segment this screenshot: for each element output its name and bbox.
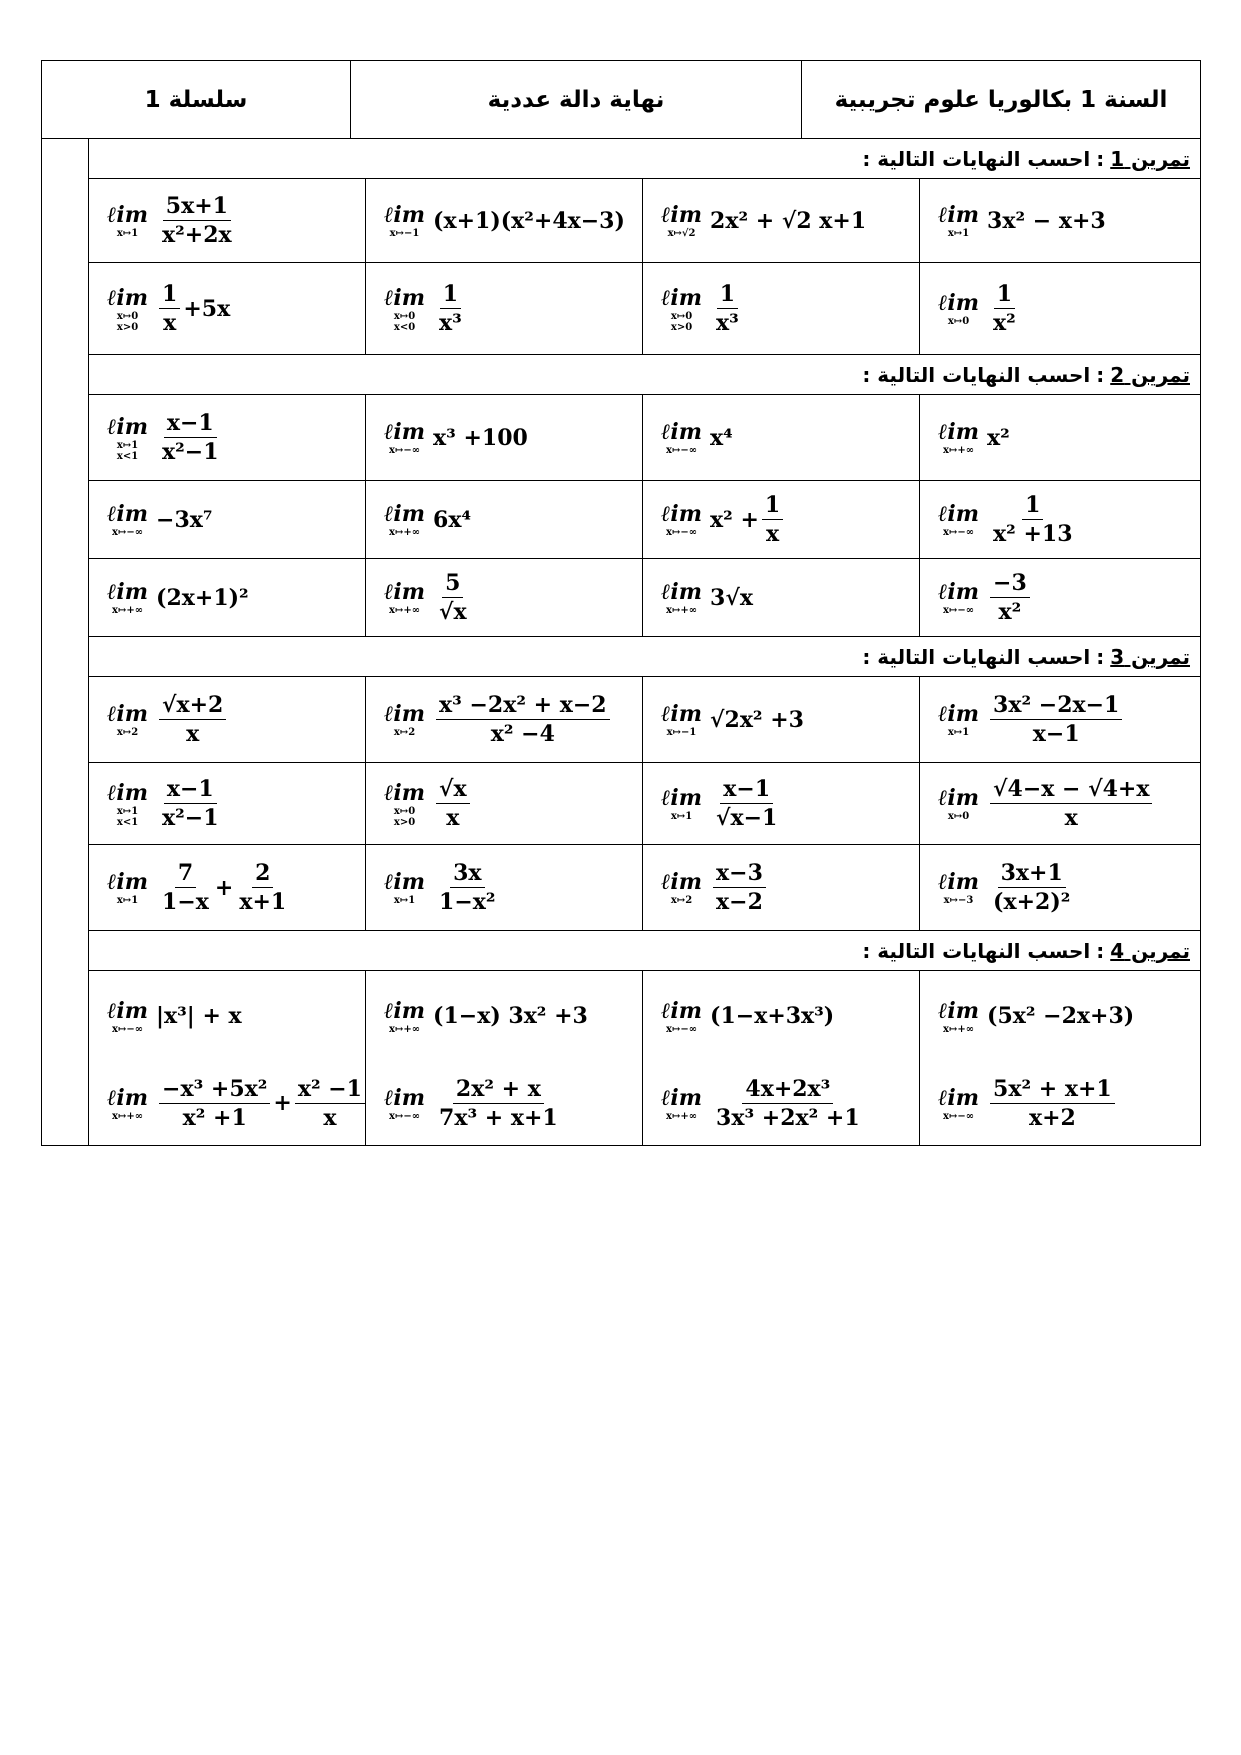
numerator: 3x² −2x−1: [990, 691, 1122, 720]
limit-approach: x↦0: [116, 310, 139, 322]
numerator: √x: [436, 775, 470, 804]
fraction: [762, 491, 783, 548]
denominator: 7x³ + x+1: [439, 1104, 558, 1131]
lim-symbol: ℓim: [661, 785, 703, 811]
denominator: x² +13: [993, 521, 1073, 547]
exercise-instruction: احسب النهايات التالية :: [862, 363, 1091, 387]
limit-approach: x↦0: [947, 811, 970, 822]
limit-cell: [643, 677, 920, 763]
limit-approach: x↦1: [116, 895, 139, 906]
limit-operator: [661, 202, 702, 239]
numerator: 1: [1022, 491, 1043, 520]
numerator: 3x: [450, 859, 484, 888]
limit-approach: x↦2: [116, 727, 139, 738]
denominator: x: [163, 310, 177, 336]
denominator: x: [1064, 805, 1078, 831]
lim-symbol: ℓim: [661, 202, 703, 228]
limit-operator: [384, 1085, 425, 1122]
limit-operator: [384, 419, 425, 456]
denominator: x²: [998, 599, 1022, 625]
limit-operator: [661, 285, 702, 333]
numerator: 5x+1: [163, 192, 231, 221]
numerator: √4−x − √4+x: [990, 775, 1152, 804]
limit-cell: [366, 263, 643, 355]
denominator: x−2: [716, 889, 763, 915]
limit-approach: x↦0: [393, 310, 416, 322]
lim-symbol: ℓim: [384, 284, 426, 311]
numerator: √x+2: [159, 691, 226, 720]
fraction: [990, 280, 1019, 337]
lim-symbol: ℓim: [661, 869, 703, 895]
denominator: √x: [439, 599, 467, 625]
lim-symbol: ℓim: [938, 701, 980, 727]
numerator: x−1: [164, 775, 217, 804]
exercise-instruction: احسب النهايات التالية :: [862, 939, 1091, 963]
numerator: 4x+2x³: [742, 1075, 833, 1104]
expression: x²: [987, 424, 1010, 451]
lim-symbol: ℓim: [661, 1084, 703, 1111]
limit-cell: [920, 481, 1200, 559]
limit-cell: [920, 395, 1200, 481]
limit-approach: x↦−∞: [388, 445, 421, 456]
denominator: x³: [716, 310, 739, 336]
limit-cell: [920, 971, 1200, 1061]
lim-symbol: ℓim: [384, 202, 426, 228]
lim-symbol: ℓim: [384, 1084, 426, 1111]
lim-symbol: ℓim: [384, 579, 426, 605]
exercise-label: تمرين 4: [1110, 939, 1190, 963]
limit-approach: x↦−∞: [665, 445, 698, 456]
limit-cell: [366, 179, 643, 263]
lim-symbol: ℓim: [938, 1084, 980, 1111]
fraction: [436, 280, 465, 337]
lim-symbol: ℓim: [384, 501, 426, 527]
denominator: x−1: [1032, 721, 1080, 747]
denominator: x³: [439, 310, 462, 336]
expression: (1−x) 3x² +3: [433, 1003, 588, 1029]
limit-approach: x↦2: [670, 895, 693, 906]
limit-operator: [107, 998, 148, 1035]
fraction: [436, 1075, 561, 1132]
worksheet: [41, 60, 1201, 1146]
expression: x⁴: [710, 424, 733, 451]
limit-operator: [938, 1085, 979, 1122]
limit-cell: [89, 971, 366, 1061]
limit-cell: [89, 763, 366, 845]
limit-operator: [107, 202, 148, 239]
limit-operator: [384, 998, 425, 1035]
lim-symbol: ℓim: [107, 413, 149, 440]
denominator: x: [766, 521, 780, 547]
numerator: 1: [440, 280, 461, 309]
exercises-body: [41, 139, 1201, 1146]
limit-cell: [89, 1061, 366, 1145]
lim-symbol: ℓim: [107, 869, 149, 895]
limit-operator: [384, 579, 425, 616]
limit-approach: x↦0: [670, 310, 693, 322]
limit-approach: x↦1: [670, 811, 693, 822]
lim-symbol: ℓim: [384, 869, 426, 895]
lim-symbol: ℓim: [661, 701, 703, 727]
fraction: [295, 1075, 365, 1132]
lim-symbol: ℓim: [938, 290, 980, 316]
limit-cell: [89, 677, 366, 763]
limit-cell: [643, 481, 920, 559]
exercise-3-title: تمرين 3:احسب النهايات التالية :: [89, 637, 1200, 677]
limit-cell: [643, 395, 920, 481]
lim-symbol: ℓim: [938, 579, 980, 605]
limit-approach: x↦+∞: [111, 1110, 144, 1122]
numerator: x−1: [164, 409, 217, 438]
fraction: [436, 569, 470, 626]
numerator: −3: [990, 569, 1030, 598]
limit-operator: [107, 869, 148, 906]
exercise-4-grid: [89, 971, 1200, 1145]
denominator: x²: [993, 310, 1016, 336]
numerator: x−3: [713, 859, 766, 888]
limit-cell: [643, 559, 920, 637]
limit-approach: x↦−∞: [111, 1023, 144, 1035]
limit-operator: [384, 869, 425, 906]
limit-cell: [366, 395, 643, 481]
denominator: x²−1: [162, 439, 219, 465]
limit-operator: [661, 419, 702, 456]
limit-approach: x↦+∞: [388, 1023, 421, 1035]
exercise-instruction: احسب النهايات التالية :: [862, 147, 1091, 171]
limit-approach: x↦+∞: [665, 605, 698, 616]
limit-approach: x↦+∞: [388, 605, 421, 616]
numerator: x² −1: [295, 1075, 365, 1104]
numerator: x³ −2x² + x−2: [436, 691, 610, 720]
limit-operator: [938, 998, 979, 1035]
limit-operator: [384, 780, 425, 828]
fraction: [436, 691, 610, 748]
numerator: 1: [994, 280, 1015, 309]
numerator: 1: [762, 491, 783, 520]
operator: +: [214, 874, 234, 901]
limit-approach: x↦−∞: [111, 527, 144, 538]
limit-operator: [938, 785, 979, 822]
margin-column: [42, 139, 89, 1145]
limit-cell: [643, 845, 920, 931]
fraction: [436, 859, 499, 916]
lim-symbol: ℓim: [661, 579, 703, 605]
expression: 2x² + √2 x+1: [710, 207, 867, 234]
limit-cell: [920, 763, 1200, 845]
lim-symbol: ℓim: [384, 779, 426, 806]
limit-approach: x↦0: [393, 805, 416, 817]
limit-approach: x↦+∞: [111, 605, 144, 616]
limit-cell: [366, 971, 643, 1061]
fraction: [159, 691, 226, 748]
limit-approach: x↦−∞: [942, 1110, 975, 1122]
fraction: [159, 409, 222, 466]
limit-approach: x↦+∞: [665, 1110, 698, 1122]
limit-operator: [107, 780, 148, 828]
limit-operator: [661, 701, 702, 738]
fraction: [713, 859, 766, 916]
limit-operator: [661, 501, 702, 538]
denominator: x: [186, 721, 200, 747]
limit-approach: x↦1: [947, 228, 970, 239]
numerator: −x³ +5x²: [159, 1075, 270, 1104]
limit-operator: [938, 419, 979, 456]
expression: 6x⁴: [433, 506, 472, 533]
expression: −3x⁷: [156, 506, 213, 533]
lim-symbol: ℓim: [107, 701, 149, 727]
limit-approach: x↦√2: [667, 228, 696, 239]
limit-cell: [89, 559, 366, 637]
limit-cell: [366, 763, 643, 845]
limit-approach: x↦1: [947, 727, 970, 738]
exercise-label: تمرين 1: [1110, 147, 1190, 171]
limit-condition: x<0: [393, 321, 416, 333]
lim-symbol: ℓim: [661, 997, 703, 1024]
denominator: x² +1: [182, 1104, 247, 1131]
limit-cell: [89, 263, 366, 355]
limit-cell: [920, 559, 1200, 637]
lim-symbol: ℓim: [107, 1084, 149, 1111]
limit-approach: x↦0: [947, 316, 970, 327]
denominator: x: [446, 805, 460, 831]
limit-condition: x>0: [116, 321, 139, 333]
lim-symbol: ℓim: [107, 202, 149, 228]
fraction: [713, 775, 780, 832]
fraction: [713, 280, 742, 337]
limit-operator: [661, 1085, 702, 1122]
exercise-4-title: تمرين 4:احسب النهايات التالية :: [89, 931, 1200, 971]
fraction: [436, 775, 470, 832]
limit-operator: [661, 869, 702, 906]
limit-condition: x<1: [116, 816, 139, 828]
numerator: 5x² + x+1: [990, 1075, 1115, 1104]
limit-cell: [920, 179, 1200, 263]
denominator: 3x³ +2x² +1: [716, 1104, 860, 1131]
limit-operator: [938, 579, 979, 616]
limit-cell: [643, 179, 920, 263]
fraction: [990, 491, 1075, 548]
limit-approach: x↦−∞: [942, 605, 975, 616]
exercise-2-title: تمرين 2:احسب النهايات التالية :: [89, 355, 1200, 395]
limit-approach: x↦−∞: [665, 527, 698, 538]
lim-symbol: ℓim: [384, 997, 426, 1024]
denominator: x+2: [1028, 1104, 1076, 1131]
limit-cell: [920, 845, 1200, 931]
lim-symbol: ℓim: [938, 419, 980, 445]
numerator: 5: [442, 569, 463, 598]
fraction: [236, 859, 289, 916]
limit-cell: [366, 559, 643, 637]
exercise-1-grid: [89, 179, 1200, 355]
limit-approach: x↦−∞: [665, 1023, 698, 1035]
limit-operator: [938, 290, 979, 327]
expression: (1−x+3x³): [710, 1003, 835, 1029]
level-label: السنة 1 بكالوريا علوم تجريبية: [802, 61, 1201, 139]
limit-approach: x↦1: [116, 805, 139, 817]
limit-cell: [366, 677, 643, 763]
limit-operator: [938, 701, 979, 738]
topic-label: نهاية دالة عددية: [351, 61, 802, 139]
limit-approach: x↦1: [116, 439, 139, 451]
numerator: 3x+1: [998, 859, 1066, 888]
lim-symbol: ℓim: [938, 997, 980, 1024]
limit-operator: [661, 998, 702, 1035]
limit-operator: [661, 579, 702, 616]
limit-operator: [107, 285, 148, 333]
expression: (x+1)(x²+4x−3): [433, 207, 625, 234]
limit-cell: [89, 179, 366, 263]
lim-symbol: ℓim: [107, 579, 149, 605]
limit-approach: x↦2: [393, 727, 416, 738]
expression-tail: +5x: [183, 295, 231, 322]
lim-symbol: ℓim: [661, 501, 703, 527]
limit-operator: [384, 285, 425, 333]
lim-symbol: ℓim: [938, 785, 980, 811]
denominator: x² −4: [490, 721, 555, 747]
limit-approach: x↦−1: [666, 727, 697, 738]
lim-symbol: ℓim: [938, 501, 980, 527]
lim-symbol: ℓim: [107, 501, 149, 527]
expression: x³ +100: [433, 424, 528, 451]
limit-operator: [107, 1085, 148, 1122]
denominator: √x−1: [716, 805, 778, 831]
limit-cell: [366, 1061, 643, 1145]
limit-condition: x<1: [116, 450, 139, 462]
exercise-label: تمرين 3: [1110, 645, 1190, 669]
limit-operator: [938, 869, 979, 906]
fraction: [990, 569, 1030, 626]
fraction: [713, 1075, 863, 1132]
limit-approach: x↦−1: [389, 228, 420, 239]
exercise-1-title: تمرين 1:احسب النهايات التالية :: [89, 139, 1200, 179]
numerator: 2: [252, 859, 273, 888]
fraction: [159, 859, 212, 916]
denominator: x²−1: [162, 805, 219, 831]
limit-cell: [366, 481, 643, 559]
limit-cell: [643, 763, 920, 845]
denominator: 1−x: [162, 889, 209, 915]
fraction: [159, 1075, 270, 1132]
lim-symbol: ℓim: [938, 869, 980, 895]
limit-cell: [89, 845, 366, 931]
limit-cell: [643, 263, 920, 355]
denominator: x+1: [239, 889, 287, 915]
expression: |x³| + x: [156, 1003, 242, 1029]
denominator: 1−x²: [439, 889, 496, 915]
limit-approach: x↦1: [116, 228, 139, 239]
numerator: 7: [175, 859, 196, 888]
fraction: [990, 1075, 1115, 1132]
limit-cell: [920, 677, 1200, 763]
numerator: 1: [159, 280, 180, 309]
exercise-3-grid: [89, 677, 1200, 931]
lim-symbol: ℓim: [384, 419, 426, 445]
limit-operator: [107, 414, 148, 462]
exercise-2-grid: [89, 395, 1200, 637]
expression: 3x² − x+3: [987, 207, 1106, 234]
limit-condition: x>0: [670, 321, 693, 333]
limit-cell: [643, 971, 920, 1061]
fraction: [159, 775, 222, 832]
denominator: x: [323, 1104, 337, 1131]
limit-operator: [107, 701, 148, 738]
fraction: [990, 691, 1122, 748]
limit-cell: [366, 845, 643, 931]
expression: (5x² −2x+3): [987, 1003, 1135, 1029]
limit-approach: x↦+∞: [388, 527, 421, 538]
fraction: [159, 280, 180, 337]
expression: √2x² +3: [710, 706, 804, 733]
exercise-instruction: احسب النهايات التالية :: [862, 645, 1091, 669]
limit-operator: [107, 501, 148, 538]
limit-cell: [920, 263, 1200, 355]
numerator: 1: [717, 280, 738, 309]
limit-operator: [384, 202, 425, 239]
limit-approach: x↦−3: [943, 895, 974, 906]
expression: 3√x: [710, 584, 753, 611]
header-table: [41, 60, 1201, 139]
limit-operator: [938, 202, 979, 239]
lim-symbol: ℓim: [384, 701, 426, 727]
operator: +: [273, 1090, 292, 1116]
limit-approach: x↦+∞: [942, 445, 975, 456]
expression: (2x+1)²: [156, 584, 249, 611]
limit-condition: x>0: [393, 816, 416, 828]
limit-cell: [89, 395, 366, 481]
numerator: x−1: [720, 775, 773, 804]
limit-cell: [920, 1061, 1200, 1145]
lim-symbol: ℓim: [107, 997, 149, 1024]
limit-operator: [384, 501, 425, 538]
numerator: 2x² + x: [453, 1075, 544, 1104]
limit-approach: x↦+∞: [942, 1023, 975, 1035]
denominator: (x+2)²: [993, 889, 1071, 915]
fraction: [159, 192, 235, 249]
expression: x² +: [710, 506, 759, 533]
limit-cell: [89, 481, 366, 559]
limit-approach: x↦−∞: [388, 1110, 421, 1122]
limit-operator: [661, 785, 702, 822]
fraction: [990, 859, 1073, 916]
exercise-label: تمرين 2: [1110, 363, 1190, 387]
series-label: سلسلة 1: [42, 61, 351, 139]
limit-approach: x↦−∞: [942, 527, 975, 538]
lim-symbol: ℓim: [107, 284, 149, 311]
lim-symbol: ℓim: [661, 419, 703, 445]
lim-symbol: ℓim: [661, 284, 703, 311]
lim-symbol: ℓim: [938, 202, 980, 228]
denominator: x²+2x: [162, 222, 232, 248]
limit-approach: x↦1: [393, 895, 416, 906]
limit-operator: [938, 501, 979, 538]
limit-operator: [107, 579, 148, 616]
limit-operator: [384, 701, 425, 738]
lim-symbol: ℓim: [107, 779, 149, 806]
limit-cell: [643, 1061, 920, 1145]
fraction: [990, 775, 1152, 832]
